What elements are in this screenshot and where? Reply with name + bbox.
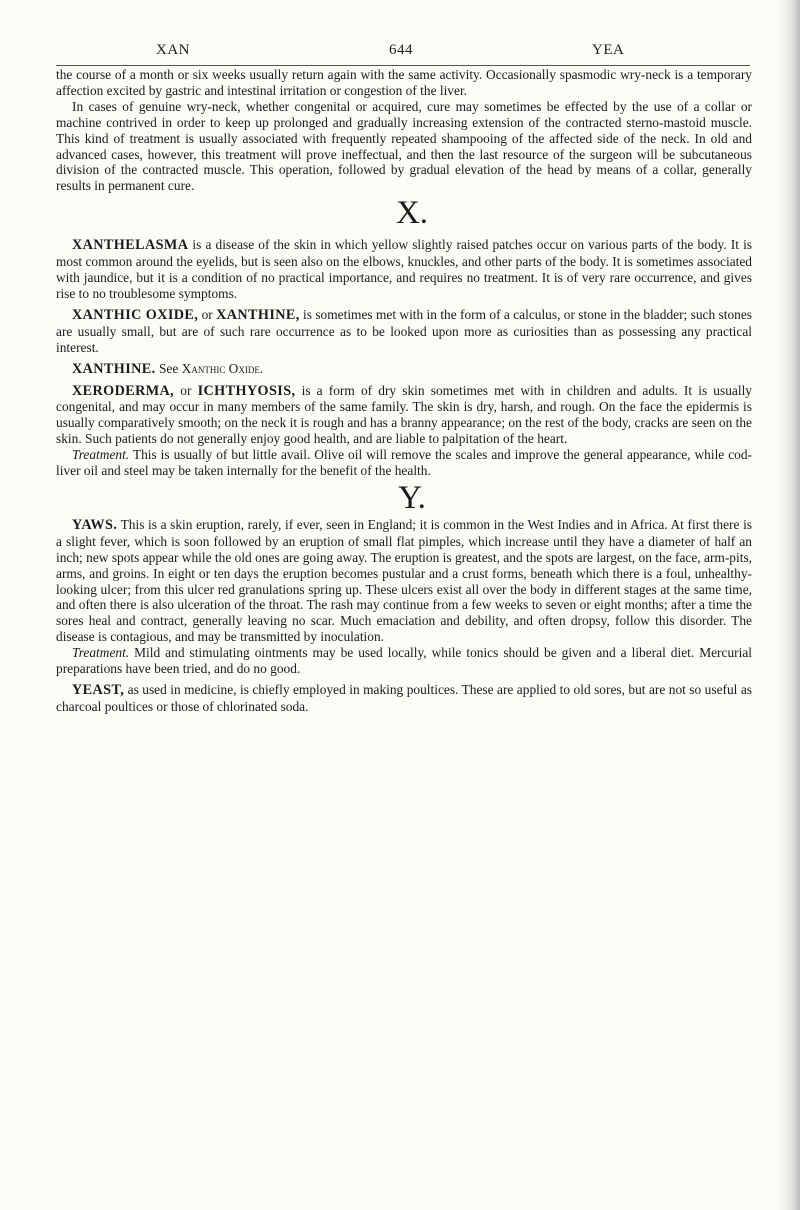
- header-right-guide-word: YEA: [592, 42, 625, 58]
- xeroderma-treatment: [56, 447, 752, 479]
- entry-text: as used in medicine, is chiefly employed in making poultices. These are applied to old sores, but are not so useful as charcoal poultices or those of chlorinated soda.: [56, 682, 752, 714]
- entry-see: See: [155, 360, 182, 376]
- entry-connector: or: [198, 306, 217, 322]
- entry-xanthelasma: [56, 237, 752, 302]
- entry-xanthic-oxide: [56, 307, 752, 356]
- intro-paragraph-1: the course of a month or six weeks usually return again with the same activity. Occasionally spasmodic wry-neck is a temporary affection excited by gastric and intestinal irritation or congestion of the liver.: [56, 67, 752, 98]
- entry-yaws: [56, 517, 752, 645]
- entry-xanthine: [56, 361, 752, 378]
- entry-headword: YEAST,: [72, 682, 125, 698]
- entry-headword: XANTHINE.: [72, 360, 156, 377]
- cross-reference: Xanthic Oxide.: [181, 360, 264, 376]
- entry-headword-alt: ICHTHYOSIS,: [197, 382, 296, 399]
- treatment-label: Treatment.: [72, 447, 130, 463]
- treatment-label: Treatment.: [72, 645, 130, 661]
- entry-headword: XANTHIC OXIDE,: [72, 306, 199, 323]
- entry-headword: XANTHELASMA: [72, 237, 189, 254]
- page-number: 644: [389, 42, 413, 58]
- intro-paragraph-2: In cases of genuine wry-neck, whether congenital or acquired, cure may sometimes be effected by the use of a collar or machine contrived in order to keep up prolonged and gradually increasing extension of the contracted sterno-mastoid muscle. This kind of treatment is usually associated with frequently repeated shampooing of the affected side of the neck. In old and advanced cases, however, this treatment will prove ineffectual, and then the last resource of the surgeon will be subcutaneous division of the contracted muscle. This operation, followed by gradual elevation of the head by means of a collar, generally results in permanent cure.: [56, 98, 752, 194]
- header-left-guide-word: XAN: [156, 42, 190, 58]
- entry-headword-alt: XANTHINE,: [216, 306, 300, 323]
- entry-xeroderma: [56, 383, 752, 448]
- section-letter-x: X.: [395, 195, 429, 232]
- section-letter-y: Y.: [398, 479, 426, 516]
- entry-connector: or: [174, 382, 198, 398]
- treatment-text: This is usually of but little avail. Olive oil will remove the scales and improve the general appearance, while cod-liver oil and steel may be taken internally for the benefit of the health.: [56, 447, 752, 479]
- entry-yeast: [56, 682, 752, 715]
- entry-headword: XERODERMA,: [72, 382, 175, 399]
- running-header: [56, 42, 750, 66]
- entry-text: is a form of dry skin sometimes met with in children and adults. It is usually congenital, and may occur in many members of the same family. The skin is dry, harsh, and rough. On the face the epidermis is usually comparatively smooth; on the neck it is rough and has a branny appearance; on the rest of the body, cracks are seen on the skin. Such patients do not generally enjoy good health, and are liable to palpitation of the heart.: [56, 382, 752, 447]
- header-rule: [56, 65, 750, 66]
- entry-text: This is a skin eruption, rarely, if ever, seen in England; it is common in the West Indies and in Africa. At first there is a slight fever, which is soon followed by an eruption of small flat pimples, which increase until they have a diameter of half an inch; new spots appear while the old ones are going away. The eruption is greatest, and the spots are largest, on the face, arm-pits, arms, and groins. In eight or ten days the eruption becomes pustular and a crust forms, beneath which there is a foul, unhealthy-looking ulcer; from this ulcer red granulations spring up. These ulcers exist all over the body in different stages at the same time, and often there is also ulceration of the throat. The rash may continue from a few weeks to seven or eight months; after a time the sores heal and contract, generally leaving no scar. Much emaciation and debility, and often dropsy, follow this disorder. The disease is contagious, and may be transmitted by inoculation.: [56, 516, 752, 645]
- yaws-treatment: [56, 645, 752, 677]
- page-edge-shadow: [778, 0, 800, 1210]
- treatment-text: Mild and stimulating ointments may be used locally, while tonics should be given and a liberal diet. Mercurial preparations have been tried, and do no good.: [56, 645, 752, 677]
- entry-text: is sometimes met with in the form of a calculus, or stone in the bladder; such stones are usually small, but are of such rare occurrence as to be looked upon more as curiosities than as possessing any practical interest.: [56, 306, 752, 355]
- page-body: [56, 67, 752, 715]
- entry-text: is a disease of the skin in which yellow slightly raised patches occur on various parts of the body. It is most common around the eyelids, but is seen also on the elbows, knuckles, and other parts of the body. It is sometimes associated with jaundice, but it is a condition of no practical importance, and requires no treatment. It is of very rare occurrence, and gives rise to no troublesome symptoms.: [56, 237, 752, 301]
- entry-headword: YAWS.: [72, 516, 118, 533]
